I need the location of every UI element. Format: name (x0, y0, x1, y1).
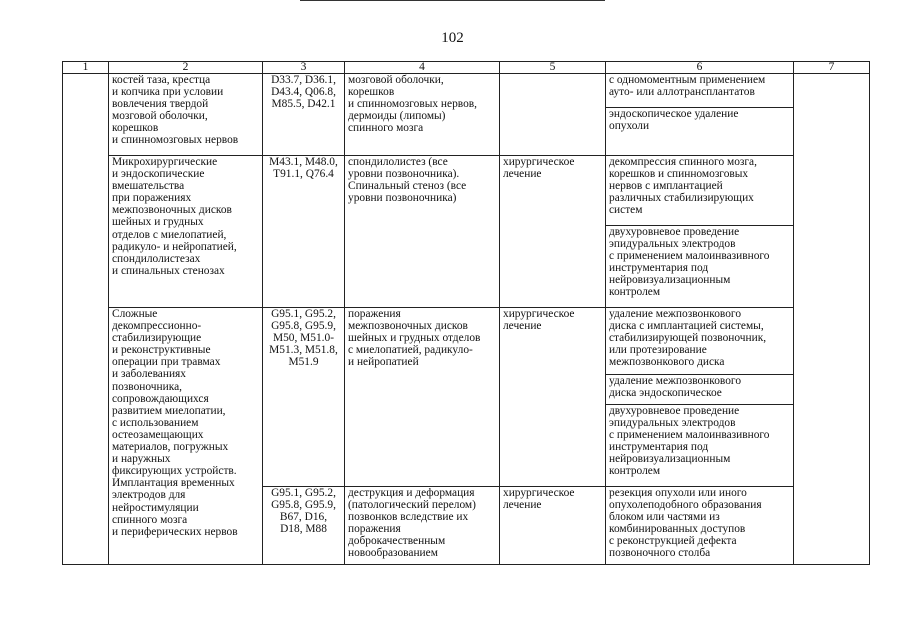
procedure-name-cell: костей таза, крестца и копчика при условии вовлечения твердой мозговой оболочки, корешков и спинномозговых нервов (109, 74, 263, 156)
column-header-2: 2 (109, 62, 263, 74)
patient-model-cell: спондилолистез (все уровни позвоночника). Спинальный стеноз (все уровни позвоночника) (345, 156, 500, 308)
treatment-type-cell: хирургическое лечение (500, 156, 606, 308)
treatment-method-cell: с одномоментным применением ауто- или аллотрансплантатов (606, 74, 794, 108)
procedure-name-cell: Микрохирургические и эндоскопические вмешательства при поражениях межпозвоночных дисков шейных и грудных отделов с миелопатией, радикуло- и нейропатией, спондилолистезах и спинальных стенозах (109, 156, 263, 308)
column-header-5: 5 (500, 62, 606, 74)
treatment-method-cell: декомпрессия спинного мозга, корешков и спинномозговых нервов с имплантацией различных стабилизирующих систем (606, 156, 794, 226)
diagnosis-codes-cell: D33.7, D36.1, D43.4, Q06.8, M85.5, D42.1 (263, 74, 345, 156)
diagnosis-codes-cell: G95.1, G95.2, G95.8, G95.9, B67, D16, D18, M88 (263, 487, 345, 565)
treatment-method-cell: двухуровневое проведение эпидуральных электродов с применением малоинвазивного инструментария под нейровизуализационным контролем (606, 226, 794, 308)
treatment-type-cell: хирургическое лечение (500, 487, 606, 565)
table-row (63, 308, 870, 375)
top-rule (300, 0, 605, 1)
treatment-type-cell: хирургическое лечение (500, 308, 606, 487)
diagnosis-codes-cell: G95.1, G95.2, G95.8, G95.9, M50, M51.0- M51.3, M51.8, M51.9 (263, 308, 345, 487)
column-header-7: 7 (794, 62, 870, 74)
diagnosis-codes-cell: M43.1, M48.0, T91.1, Q76.4 (263, 156, 345, 308)
patient-model-cell: деструкция и деформация (патологический перелом) позвонков вследствие их поражения доброкачественным новообразованием (345, 487, 500, 565)
patient-model-cell: мозговой оболочки, корешков и спинномозговых нервов, дермоиды (липомы) спинного мозга (345, 74, 500, 156)
column-header-4: 4 (345, 62, 500, 74)
column-number-row (63, 62, 870, 74)
column-header-3: 3 (263, 62, 345, 74)
column-7-cell (794, 74, 870, 565)
table-row (63, 156, 870, 226)
treatment-method-cell: эндоскопическое удаление опухоли (606, 108, 794, 156)
treatment-method-cell: резекция опухоли или иного опухолеподобного образования блоком или частями из комбинированных доступов с реконструкцией дефекта позвоночного столба (606, 487, 794, 565)
treatment-method-cell: двухуровневое проведение эпидуральных электродов с применением малоинвазивного инструментария под нейровизуализационным контролем (606, 405, 794, 487)
column-1-cell (63, 74, 109, 565)
column-header-1: 1 (63, 62, 109, 74)
treatment-method-cell: удаление межпозвонкового диска с имплантацией системы, стабилизирующей позвоночник, или протезирование межпозвонкового диска (606, 308, 794, 375)
treatment-method-cell: удаление межпозвонкового диска эндоскопическое (606, 375, 794, 405)
page-number: 102 (441, 30, 464, 46)
table-row (63, 74, 870, 108)
patient-model-cell: поражения межпозвоночных дисков шейных и грудных отделов с миелопатией, радикуло- и нейропатией (345, 308, 500, 487)
column-header-6: 6 (606, 62, 794, 74)
medical-procedures-table (62, 61, 870, 565)
procedure-name-cell: Сложные декомпрессионно- стабилизирующие и реконструктивные операции при травмах и заболеваниях позвоночника, сопровождающихся развитием миелопатии, с использованием остеозамещающих материалов, погружных и наружных фиксирующих устройств. Имплантация временных электродов для нейростимуляции спинного мозга и периферических нервов (109, 308, 263, 565)
treatment-type-cell (500, 74, 606, 156)
